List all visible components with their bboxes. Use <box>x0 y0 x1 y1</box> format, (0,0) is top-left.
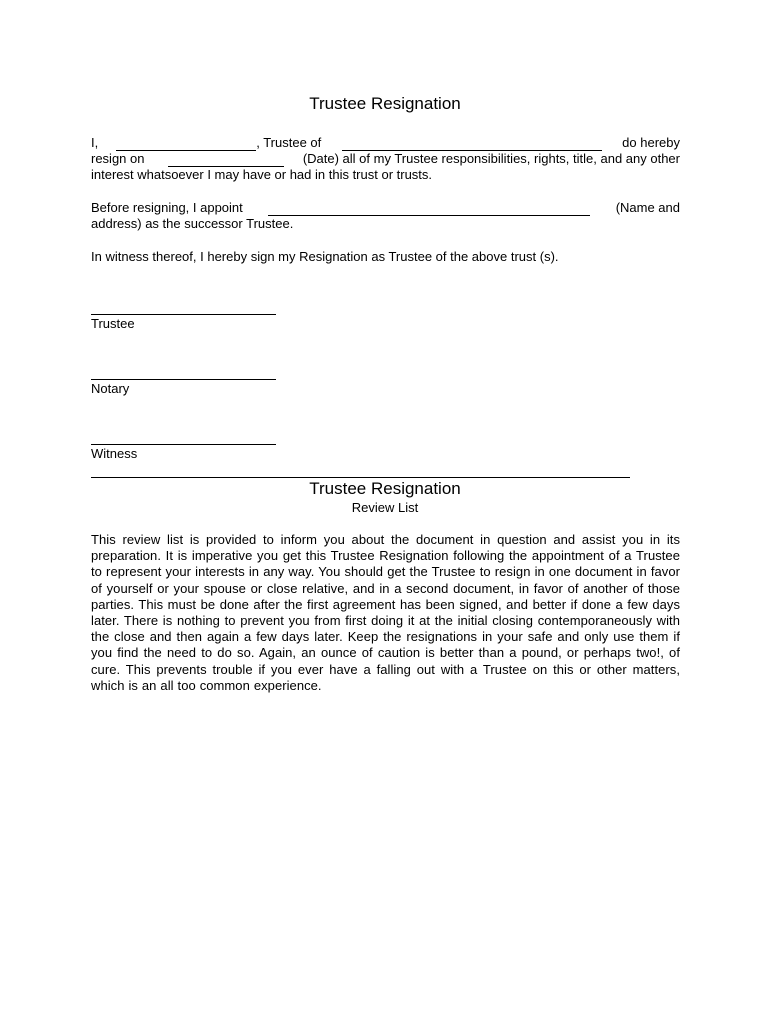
section-divider <box>91 477 630 478</box>
paragraph-1-line-1 <box>91 135 680 151</box>
trust-name-blank[interactable] <box>342 138 602 151</box>
review-title: Trustee Resignation <box>309 479 461 498</box>
text-resign-on: resign on <box>91 151 145 166</box>
text-do-hereby: do hereby <box>622 135 680 150</box>
text-trustee-of: , Trustee of <box>256 135 322 150</box>
witness-signature-line[interactable] <box>91 444 276 445</box>
trustee-signature-line[interactable] <box>91 314 276 315</box>
paragraph-2-line-2: address) as the successor Trustee. <box>91 216 294 231</box>
paragraph-2-line-1 <box>91 200 680 216</box>
document-title: Trustee Resignation <box>309 94 461 113</box>
date-blank[interactable] <box>168 154 284 167</box>
text-name-and: (Name and <box>615 200 680 215</box>
text-i: I, <box>91 135 99 150</box>
trustee-signature-label: Trustee <box>91 316 135 331</box>
notary-signature-label: Notary <box>91 381 130 396</box>
witness-signature-label: Witness <box>91 446 138 461</box>
text-date-responsibilities: (Date) all of my Trustee responsibilities, rights, title, and any other <box>302 151 680 166</box>
paragraph-1-line-2 <box>91 151 680 167</box>
text-before-resigning: Before resigning, I appoint <box>91 200 243 215</box>
review-body: This review list is provided to inform you about the document in question and assist you in its preparation. It is imperative you get this Trustee Resignation following the appointment of a Trustee to represent your interests in any way. You should get the Trustee to resign in one document in favor of yourself or your spouse or close relative, and in a second document, in favor of another of those parties. This must be done after the first agreement has been signed, and better if done a few days later. There is nothing to prevent you from first doing it at the initial closing contemporaneously with the close and then again a few days later. Keep the resignations in your safe and only use them if you find the need to do so. Again, an ounce of caution is better than a pound, or perhaps two!, of cure. This prevents trouble if you ever have a falling out with a Trustee on this or other matters, which is an all too common experience. <box>91 532 680 693</box>
successor-name-blank[interactable] <box>268 203 590 216</box>
witness-statement: In witness thereof, I hereby sign my Resignation as Trustee of the above trust (s). <box>91 249 559 264</box>
review-subtitle: Review List <box>351 500 419 515</box>
notary-signature-line[interactable] <box>91 379 276 380</box>
trustee-name-blank[interactable] <box>116 138 256 151</box>
paragraph-1-line-3: interest whatsoever I may have or had in this trust or trusts. <box>91 167 433 182</box>
